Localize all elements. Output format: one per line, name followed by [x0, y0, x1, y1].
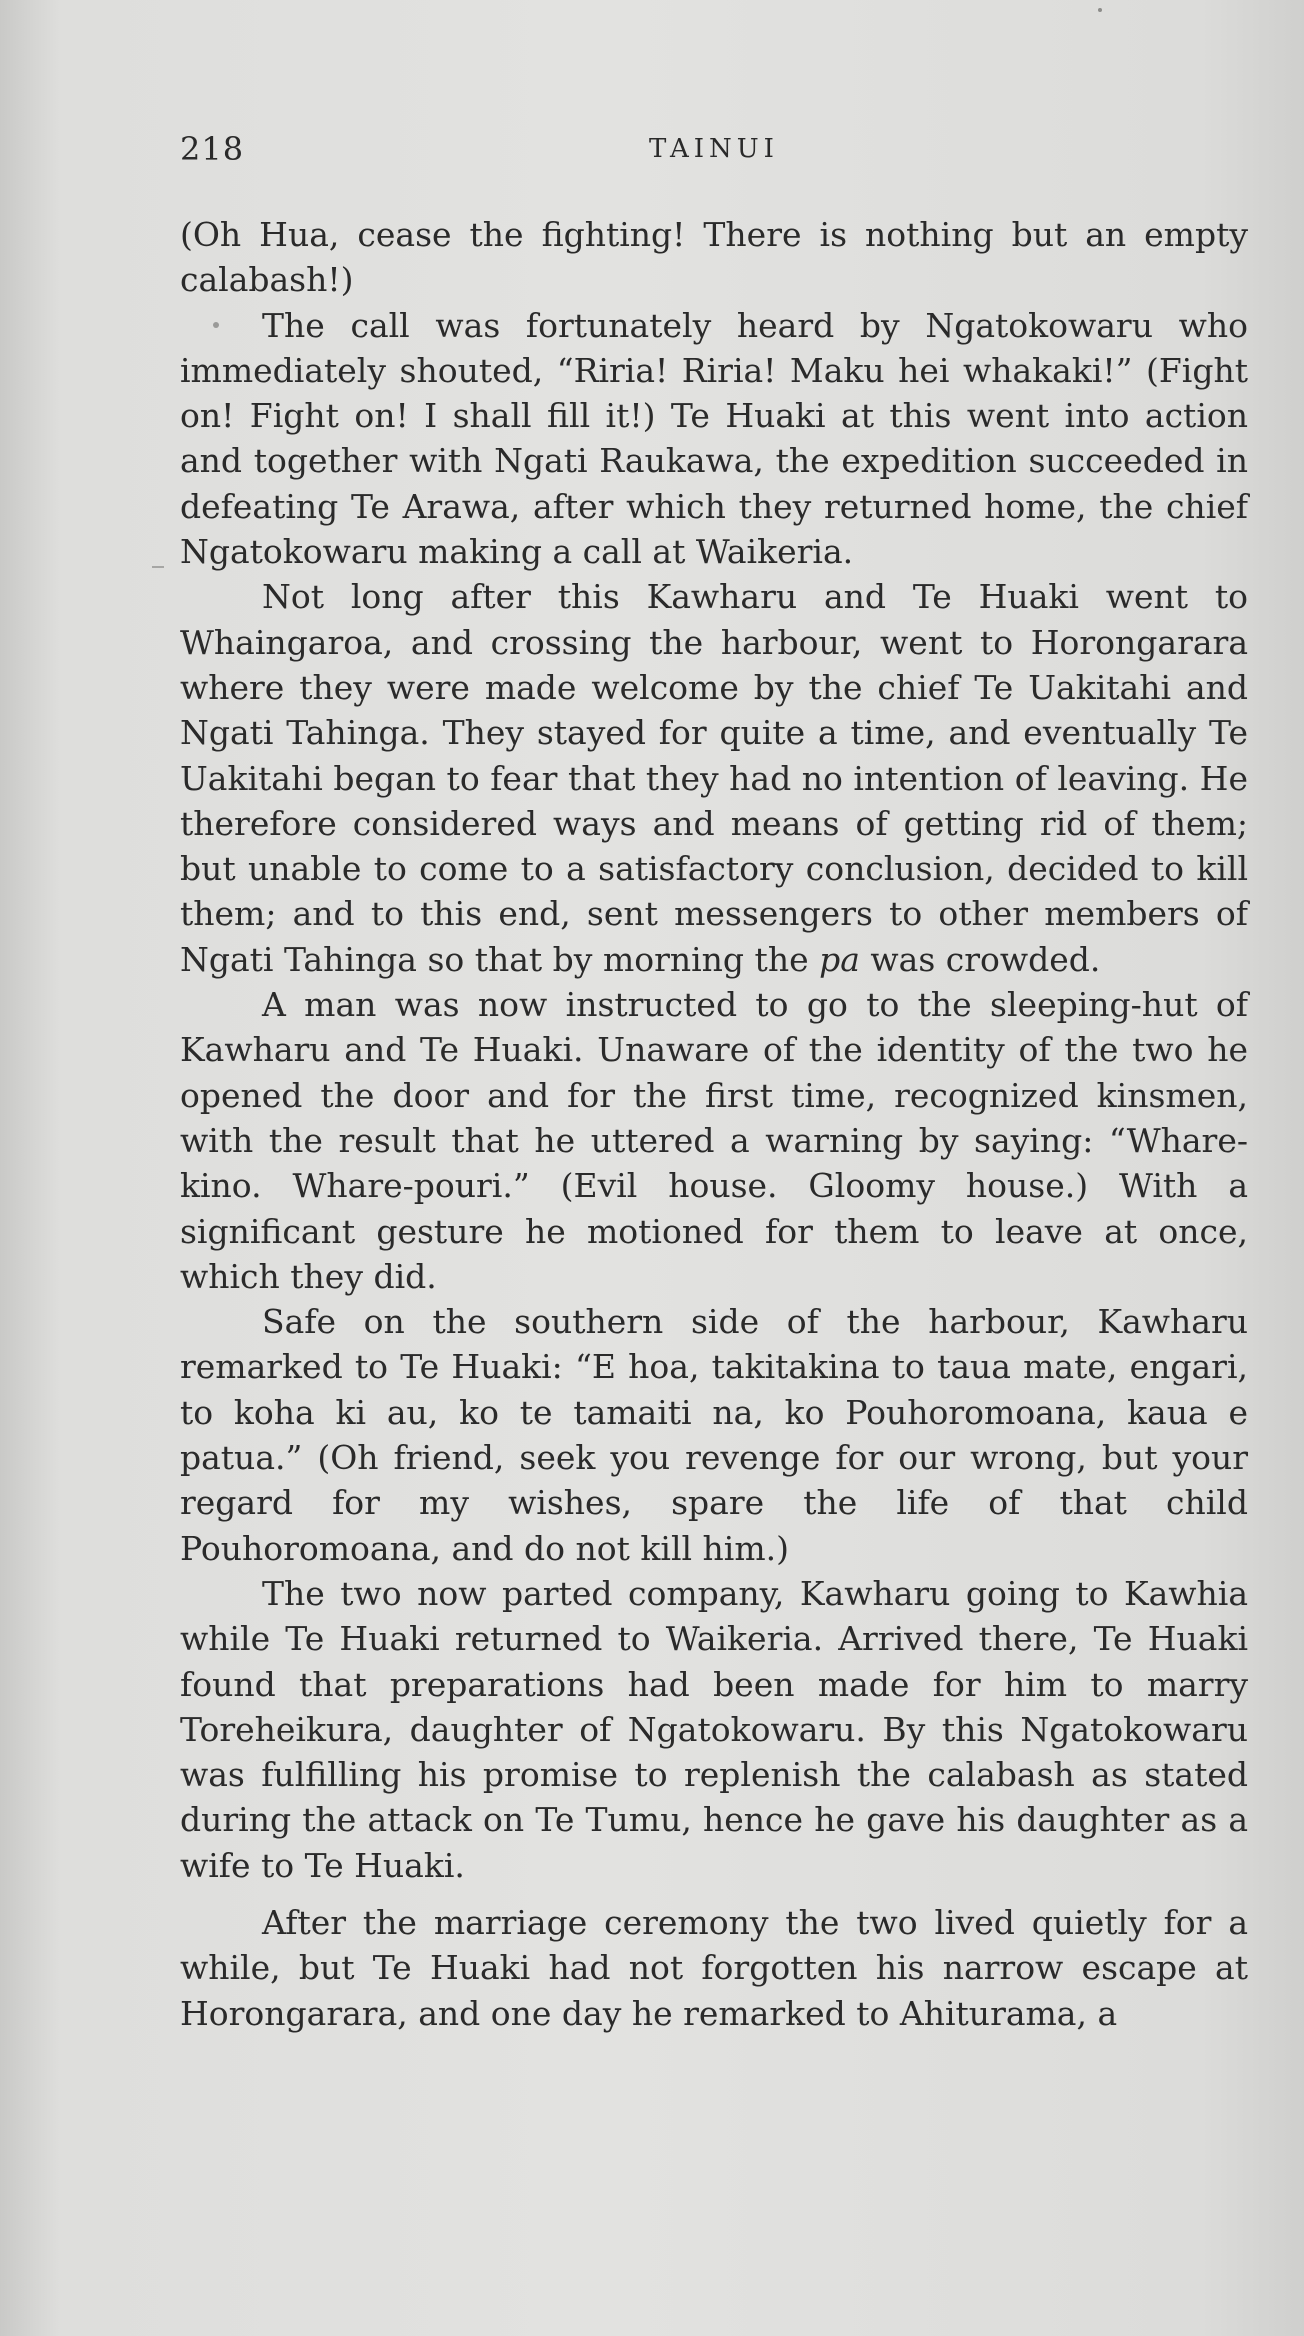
paragraph-3-end: was crowded.: [870, 939, 1101, 979]
body-text: [180, 212, 1248, 2036]
paper-speck: [1098, 8, 1102, 12]
page-number: 218: [180, 130, 245, 168]
paragraph-5: Safe on the southern side of the harbour, Kawharu remarked to Te Huaki: “E hoa, takitakina to taua mate, engari, to koha ki au, ko te tamaiti na, ko Pouhoromoana, kaua e patua.” (Oh friend, seek you revenge for our wrong, but your regard for my wishes, spare the life of that child Pouhoromoana, and do not kill him.): [180, 1302, 1248, 1568]
paragraph-1: (Oh Hua, cease the fighting! There is nothing but an empty calabash!): [180, 215, 1248, 300]
paragraph-4: A man was now instructed to go to the sleeping-hut of Kawharu and Te Huaki. Unaware of the identity of the two he opened the door and for the first time, recognized kinsmen, with the result that he uttered a warning by saying: “Whare-kino. Whare-pouri.” (Evil house. Gloomy house.) With a significant gesture he motioned for them to leave at once, which they did.: [180, 985, 1248, 1296]
paragraph-3-text: Not long after this Kawharu and Te Huaki went to Whaingaroa, and crossing the harbour, went to Horongarara where they were made welcome by the chief Te Uakitahi and Ngati Tahinga. They stayed for quite a time, and eventually Te Uakitahi began to fear that they had no intention of leaving. He therefore considered ways and means of getting rid of them; but unable to come to a satisfactory conclusion, decided to kill them; and to this end, sent messengers to other members of Ngati Tahinga so that by morning the: [180, 577, 1248, 979]
paragraph-7: After the marriage ceremony the two lived quietly for a while, but Te Huaki had not forgotten his narrow escape at Horongarara, and one day he remarked to Ahiturama, a: [180, 1902, 1248, 2033]
paragraph-2: The call was fortunately heard by Ngatokowaru who immediately shouted, “Riria! Riria! Maku hei whakaki!” (Fight on! Fight on! I shall fill it!) Te Huaki at this went into action and together with Ngati Raukawa, the expedition succeeded in defeating Te Arawa, after which they returned home, the chief Ngatokowaru making a call at Waikeria.: [180, 305, 1248, 572]
running-title: TAINUI: [649, 134, 779, 164]
paragraph-3: [180, 574, 1248, 982]
margin-mark: [152, 566, 164, 568]
running-head: [180, 130, 1248, 174]
italic-word-pa: pa: [819, 939, 860, 979]
paragraph-6: The two now parted company, Kawharu going to Kawhia while Te Huaki returned to Waikeria. Arrived there, Te Huaki found that preparations had been made for him to marry Toreheikura, daughter of Ngatokowaru. By this Ngatokowaru was fulfilling his promise to replenish the calabash as stated during the attack on Te Tumu, hence he gave his daughter as a wife to Te Huaki.: [180, 1573, 1248, 1885]
